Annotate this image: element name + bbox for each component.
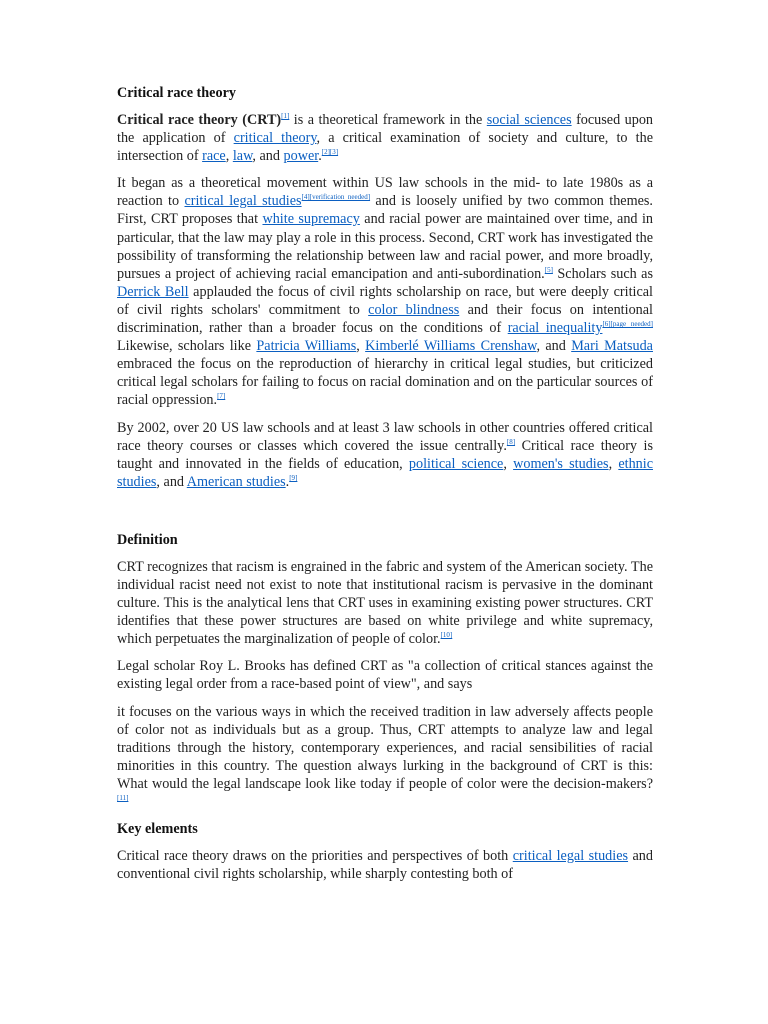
ref-10[interactable]: [10] xyxy=(440,631,453,640)
link-ethnic-studies[interactable]: ethnic studies xyxy=(117,455,653,490)
adoption-paragraph: By 2002, over 20 US law schools and at least 3 law schools in other countries offered critical race theory courses or classes which covered the issue centrally.[8] Critical race theory is taught and innovated in the fields of education, political science, women's studies, ethnic studies, and American studies.[9] xyxy=(117,419,654,490)
key-elements-heading: Key elements xyxy=(117,821,198,838)
link-law[interactable]: law xyxy=(232,148,253,165)
intro-paragraph: Critical race theory (CRT)[1] is a theoretical framework in the social sciences focused upon the application of critical theory, a critical examination of society and culture, to the intersection of race, law, and power.[2][3] xyxy=(117,112,654,165)
definition-paragraph: CRT recognizes that racism is engrained in the fabric and system of the American society. The individual racist need not exist to note that institutional racism is pervasive in the dominant culture. This is the analytical lens that CRT uses in examining existing power structures. CRT identifies that these power structures are based on white privilege and white supremacy, which perpetuates the marginalization of people of color.[10] xyxy=(117,558,653,648)
ref-1[interactable]: [1] xyxy=(281,112,290,120)
key-elements-paragraph: Critical race theory draws on the priorities and perspectives of both critical legal studies and conventional civil rights scholarship, while sharply contesting both of xyxy=(117,848,653,883)
term-bold: Critical race theory xyxy=(117,112,238,128)
link-white-supremacy[interactable]: white supremacy xyxy=(262,211,360,228)
link-race[interactable]: race xyxy=(202,148,226,165)
link-social-sciences[interactable]: social sciences xyxy=(486,112,572,128)
ref-6[interactable]: [6][page needed] xyxy=(602,320,653,329)
ref-2-3[interactable]: [2][3] xyxy=(321,148,339,157)
ref-7[interactable]: [7] xyxy=(217,392,226,401)
abbr-bold: (CRT) xyxy=(242,112,282,128)
page-title: Critical race theory xyxy=(117,85,236,101)
link-derrick-bell[interactable]: Derrick Bell xyxy=(117,283,189,300)
ref-4[interactable]: [4][verification needed] xyxy=(301,193,371,202)
history-paragraph: It began as a theoretical movement within US law schools in the mid- to late 1980s as a reaction to critical legal studies[4][verification needed] and is loosely unified by two common themes. First, CRT proposes that white supremacy and racial power are maintained over time, and in particular, that the law may play a role in this process. Second, CRT work has investigated the possibility of transforming the relationship between law and racial power, and more broadly, pursues a project of achieving racial emancipation and anti-subordination.[5] Scholars such as Derrick Bell applauded the focus of civil rights scholarship on race, but were deeply critical of civil rights scholars' commitment to color blindness and their focus on intentional discrimination, rather than a broader focus on the conditions of racial inequality[6][page needed] Likewise, scholars like Patricia Williams, Kimberlé Williams Crenshaw, and Mari Matsuda embraced the focus on the reproduction of hierarchy in critical legal studies, but criticized critical legal scholars for failing to focus on racial domination and on the particular sources of racial oppression.[7] xyxy=(117,175,653,409)
definition-heading: Definition xyxy=(117,531,178,548)
link-mari-matsuda[interactable]: Mari Matsuda xyxy=(571,338,653,355)
ref-8[interactable]: [8] xyxy=(506,437,516,446)
link-political-science[interactable]: political science xyxy=(408,455,504,472)
link-racial-inequality[interactable]: racial inequality xyxy=(507,320,603,337)
ref-5[interactable]: [5] xyxy=(544,265,553,274)
ref-11[interactable]: [11] xyxy=(117,794,129,802)
brooks-paragraph: Legal scholar Roy L. Brooks has defined CRT as "a collection of critical stances against the existing legal order from a race-based point of view", and says xyxy=(117,658,653,693)
link-kimberle-crenshaw[interactable]: Kimberlé Williams Crenshaw xyxy=(365,338,537,355)
ref-9[interactable]: [9] xyxy=(289,473,298,482)
link-womens-studies[interactable]: women's studies xyxy=(513,455,609,472)
link-patricia-williams[interactable]: Patricia Williams xyxy=(256,338,357,355)
link-critical-theory[interactable]: critical theory xyxy=(233,130,317,147)
brooks-quote: it focuses on the various ways in which the received tradition in law adversely affects people of color not as individuals but as a group. Thus, CRT attempts to analyze law and legal traditions through the history, contemporary experiences, and racial sensibilities of racial minorities in this country. The question always lurking in the background of CRT is this: What would the legal landscape look like today if people of color were the decision-makers?[11] xyxy=(117,703,653,802)
link-critical-legal-studies-2[interactable]: critical legal studies xyxy=(512,848,629,865)
link-critical-legal-studies[interactable]: critical legal studies xyxy=(184,193,302,210)
link-american-studies[interactable]: American studies xyxy=(186,473,286,490)
link-power[interactable]: power xyxy=(283,148,319,165)
link-color-blindness[interactable]: color blindness xyxy=(368,301,460,318)
